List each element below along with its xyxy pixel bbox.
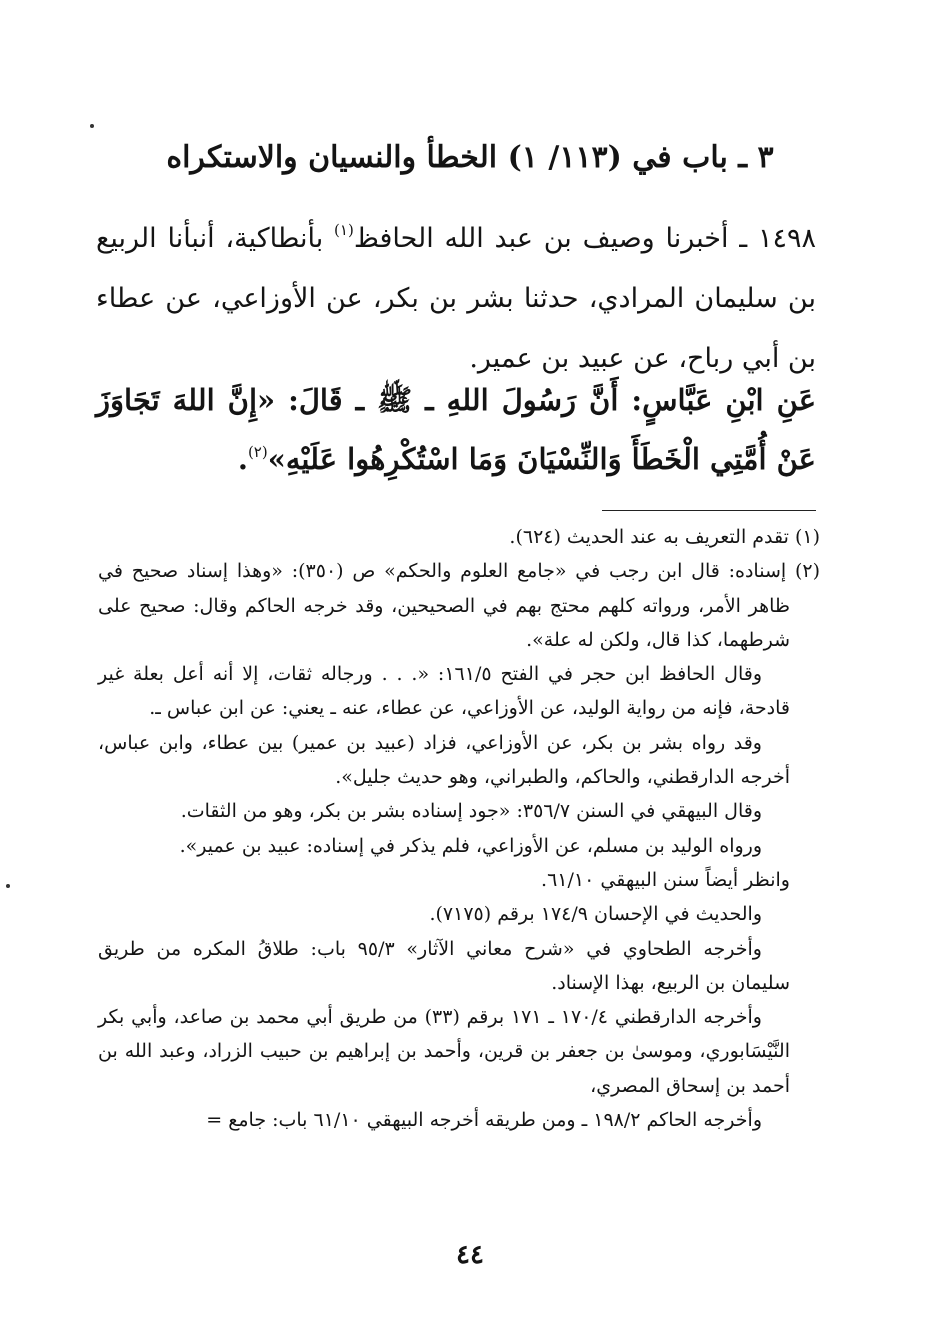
footnote-paragraph: وقال الحافظ ابن حجر في الفتح ١٦١/٥: «. . . ورجاله ثقات، إلا أنه أعل بعلة غير قادحة، فإنه من رواية الوليد، عن الأوزاعي، عن عطاء، عنه ـ يعني: عن ابن عباس ـ. bbox=[98, 663, 790, 720]
footnote-paragraph: وقد رواه بشر بن بكر، عن الأوزاعي، فزاد (عبيد بن عمير) بين عطاء، وابن عباس، أخرجه الدارقطني، والحاكم، والطبراني، وهو حديث جليل». bbox=[98, 731, 790, 789]
footnote-paragraph: وانظر أيضاً سنن البيهقي ٦١/١٠. bbox=[541, 868, 790, 891]
footnote-separator bbox=[602, 510, 816, 511]
footnote-paragraph: والحديث في الإحسان ١٧٤/٩ برقم (٧١٧٥). bbox=[429, 903, 762, 926]
isnad-paragraph bbox=[96, 200, 816, 389]
chapter-heading: ٣ ـ باب في (١١٣/ ١) الخطأ والنسيان والاستكراه bbox=[166, 140, 774, 175]
isnad-text-rest: بأنطاكية، أنبأنا الربيع بن سليمان المرادي، حدثنا بشر بن بكر، عن الأوزاعي، عن عطاء بن أبي رباح، عن عبيد بن عمير. bbox=[96, 223, 816, 374]
footnote-paragraph: ورواه الوليد بن مسلم، عن الأوزاعي، فلم يذكر في إسناده: عبيد بن عمير». bbox=[179, 834, 762, 857]
hadith-text bbox=[96, 374, 816, 485]
hadith-body: عَنِ ابْنِ عَبَّاسٍ: أَنَّ رَسُولَ اللهِ ـ ﷺ ـ قَالَ: «إِنَّ اللهَ تَجَاوَزَ عَنْ أُمَّتِي الْخَطَأَ وَالنِّسْيَانَ وَمَا اسْتُكْرِهُوا عَلَيْهِ» bbox=[96, 383, 816, 476]
footnotes-section bbox=[98, 520, 820, 1137]
scan-speck bbox=[90, 124, 94, 128]
hadith-end-mark: . bbox=[237, 442, 248, 476]
footnote-paragraph: وقال البيهقي في السنن ٣٥٦/٧: «جود إسناده بشر بن بكر، وهو من الثقات. bbox=[180, 800, 762, 823]
footnote-paragraph: وأخرجه الحاكم ١٩٨/٢ ـ ومن طريقه أخرجه البيهقي ٦١/١٠ باب: جامع = bbox=[206, 1109, 762, 1132]
scan-speck bbox=[6, 884, 10, 888]
footnote-ref-1: (١) bbox=[334, 221, 354, 239]
hadith-matn bbox=[96, 374, 816, 485]
footnote-ref-2: (٢) bbox=[247, 443, 268, 461]
footnote-2: (٢) إسناده: قال ابن رجب في «جامع العلوم والحكم» ص (٣٥٠): «وهذا إسناد صحيح في ظاهر الأمر، ورواته كلهم محتج بهم في الصحيحين، وقد خرجه الحاكم وقال: صحيح على شرطهما، كذا قال، ولكن له علة». bbox=[98, 560, 820, 651]
footnote-paragraph: وأخرجه الطحاوي في «شرح معاني الآثار» ٩٥/٣ باب: طلاقُ المكره من طريق سليمان بن الربيع، بهذا الإسناد. bbox=[98, 937, 790, 994]
footnote-paragraph: وأخرجه الدارقطني ١٧٠/٤ ـ ١٧١ برقم (٣٣) من طريق أبي محمد بن صاعد، وأبي بكر النَّيْسَابوري، وموسىٰ بن جعفر بن قرين، وأحمد بن إبراهيم بن حبيب الزراد، وعبد الله بن أحمد بن إسحاق المصري، bbox=[98, 1006, 790, 1097]
isnad-text bbox=[96, 200, 816, 389]
isnad-text-start: ١٤٩٨ ـ أخبرنا وصيف بن عبد الله الحافظ bbox=[353, 223, 817, 254]
page-number: ٤٤ bbox=[456, 1240, 484, 1270]
footnote-1: (١) تقدم التعريف به عند الحديث (٦٢٤). bbox=[509, 526, 820, 548]
